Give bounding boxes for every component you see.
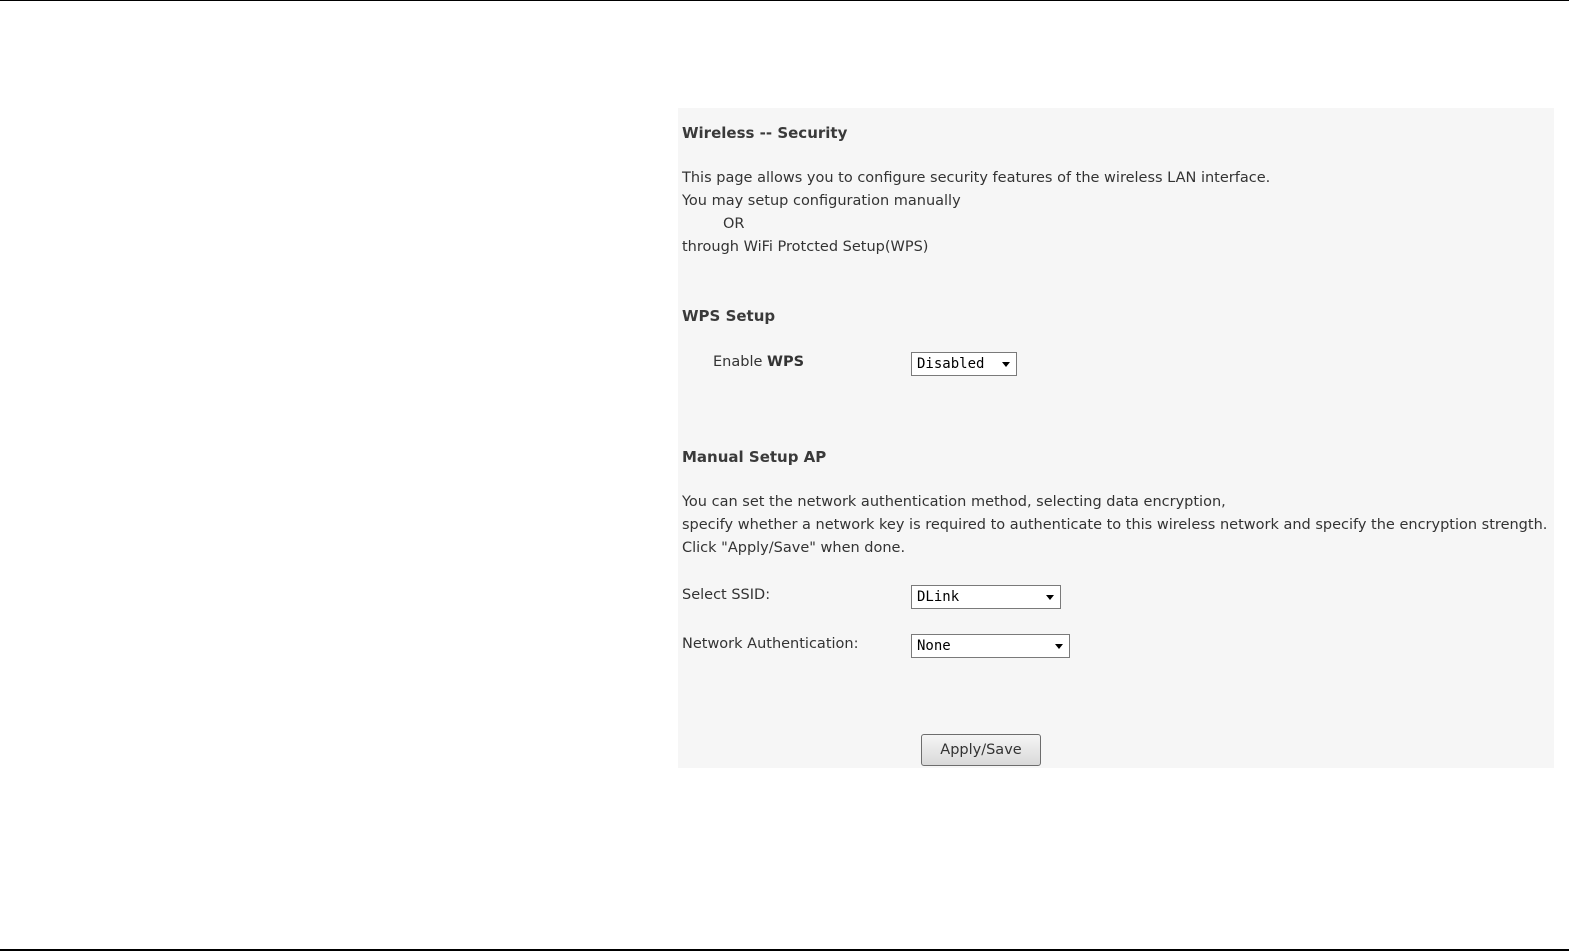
network-auth-label: Network Authentication:: [682, 636, 859, 652]
manual-desc-line-2: specify whether a network key is required to authenticate to this wireless network and specify the encryption strength.: [682, 517, 1548, 533]
page-title: Wireless -- Security: [682, 124, 848, 142]
dropdown-arrow-icon: [1002, 362, 1010, 367]
intro-line-1: This page allows you to configure security features of the wireless LAN interface.: [682, 170, 1271, 186]
bottom-border-line: [0, 949, 1569, 951]
enable-wps-label: [713, 354, 804, 370]
network-auth-value: None: [917, 638, 951, 654]
enable-wps-select[interactable]: [911, 352, 1017, 376]
intro-line-or: OR: [723, 216, 745, 232]
select-ssid-label: Select SSID:: [682, 587, 771, 603]
manual-desc-line-3: Click "Apply/Save" when done.: [682, 540, 906, 556]
dropdown-arrow-icon: [1046, 595, 1054, 600]
intro-line-3: through WiFi Protcted Setup(WPS): [682, 239, 929, 255]
apply-save-button[interactable]: Apply/Save: [921, 734, 1041, 766]
select-ssid-dropdown[interactable]: [911, 585, 1061, 609]
enable-wps-select-value: Disabled: [917, 356, 985, 372]
enable-wps-label-bold: WPS: [767, 354, 805, 370]
select-ssid-value: DLink: [917, 589, 960, 605]
network-auth-dropdown[interactable]: [911, 634, 1070, 658]
enable-wps-label-prefix: Enable: [713, 354, 767, 370]
dropdown-arrow-icon: [1055, 644, 1063, 649]
manual-desc-line-1: You can set the network authentication method, selecting data encryption,: [682, 494, 1226, 510]
manual-setup-heading: Manual Setup AP: [682, 448, 827, 466]
top-border-line: [0, 0, 1569, 1]
intro-line-2: You may setup configuration manually: [682, 193, 961, 209]
wps-setup-heading: WPS Setup: [682, 307, 776, 325]
